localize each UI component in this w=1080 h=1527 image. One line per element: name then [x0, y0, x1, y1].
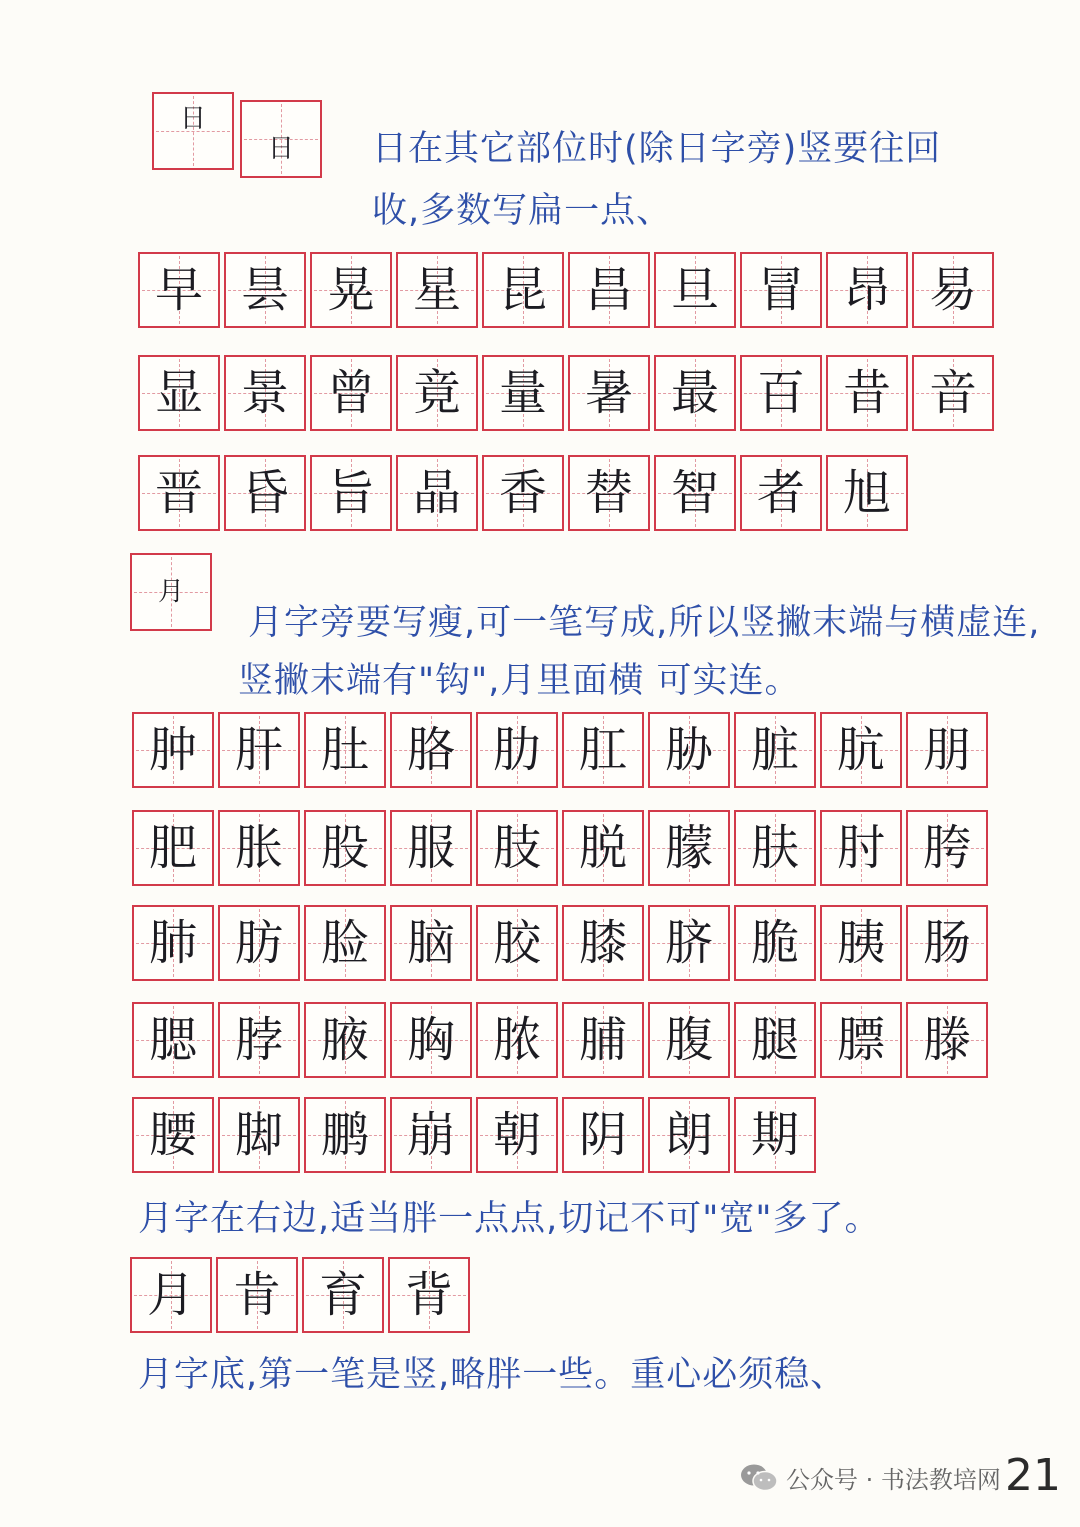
grid-cell [304, 905, 386, 981]
practice-char: 胶 [492, 915, 541, 971]
note-line: 月字在右边,适当胖一点点,切记不可"宽"多了。 [138, 1199, 881, 1239]
practice-char: 股 [320, 820, 369, 876]
practice-char: 育 [318, 1267, 367, 1323]
grid-cell [654, 355, 736, 431]
practice-char: 旨 [326, 465, 375, 521]
grid-cell [218, 1002, 300, 1078]
grid-cell [826, 455, 908, 531]
practice-char: 百 [756, 365, 805, 421]
grid-cell [240, 100, 322, 178]
practice-char: 腰 [148, 1107, 197, 1163]
watermark [740, 1460, 1001, 1495]
practice-char: 肿 [148, 722, 197, 778]
grid-cell [740, 355, 822, 431]
practice-char: 旦 [670, 262, 719, 318]
grid-cell [138, 455, 220, 531]
note-line: 日在其它部位时(除日字旁)竖要往回 [372, 129, 942, 169]
watermark-text: 公众号 · 书法教培网 [786, 1466, 1001, 1494]
practice-char: 朝 [492, 1107, 541, 1163]
practice-char: 脓 [492, 1012, 541, 1068]
grid-cell [906, 810, 988, 886]
char-row [132, 810, 988, 886]
practice-char: 胳 [406, 722, 455, 778]
practice-char: 肮 [836, 722, 885, 778]
grid-cell [648, 905, 730, 981]
practice-char: 胀 [234, 820, 283, 876]
grid-cell [906, 1002, 988, 1078]
note-line: 收,多数写扁一点、 [372, 191, 673, 231]
practice-char: 旭 [842, 465, 891, 521]
practice-char: 景 [240, 365, 289, 421]
grid-cell [654, 252, 736, 328]
grid-cell [216, 1257, 298, 1333]
grid-cell [482, 355, 564, 431]
grid-cell [568, 455, 650, 531]
practice-char: 替 [584, 465, 633, 521]
grid-cell [218, 712, 300, 788]
grid-cell [476, 1002, 558, 1078]
grid-cell [482, 252, 564, 328]
practice-char: 脑 [406, 915, 455, 971]
grid-cell [820, 1002, 902, 1078]
practice-char: 脖 [234, 1012, 283, 1068]
grid-cell [304, 712, 386, 788]
grid-cell [562, 810, 644, 886]
practice-char: 阴 [578, 1107, 627, 1163]
note-line: 月字底,第一笔是竖,略胖一些。重心必须稳、 [138, 1355, 847, 1395]
char-row [138, 455, 908, 531]
practice-char: 鹏 [320, 1107, 369, 1163]
grid-cell [304, 1002, 386, 1078]
grid-cell [224, 252, 306, 328]
practice-char: 晋 [154, 465, 203, 521]
char-row [132, 1002, 988, 1078]
practice-char: 曾 [326, 365, 375, 421]
practice-char: 肠 [922, 915, 971, 971]
practice-char: 胰 [836, 915, 885, 971]
note-line: 竖撇末端有"钩",月里面横 可实连。 [238, 661, 801, 701]
grid-cell [562, 1002, 644, 1078]
char-row [138, 355, 994, 431]
grid-cell [826, 355, 908, 431]
practice-char: 竟 [412, 365, 461, 421]
practice-char: 肺 [148, 915, 197, 971]
grid-cell [304, 1097, 386, 1173]
practice-char: 滕 [922, 1012, 971, 1068]
practice-char: 脯 [578, 1012, 627, 1068]
grid-cell [734, 810, 816, 886]
grid-cell [310, 252, 392, 328]
grid-cell [648, 1097, 730, 1173]
practice-char: 朋 [922, 722, 971, 778]
practice-char: 昌 [584, 262, 633, 318]
grid-cell [130, 1257, 212, 1333]
practice-char: 崩 [406, 1107, 455, 1163]
grid-cell [482, 455, 564, 531]
grid-cell [734, 1002, 816, 1078]
practice-char: 月 [146, 1267, 195, 1323]
practice-char: 服 [406, 820, 455, 876]
practice-char: 脐 [664, 915, 713, 971]
grid-cell [152, 92, 234, 170]
practice-char: 膝 [578, 915, 627, 971]
grid-cell [218, 905, 300, 981]
grid-cell [734, 1097, 816, 1173]
practice-char: 肛 [578, 722, 627, 778]
practice-char: 腋 [320, 1012, 369, 1068]
grid-cell [130, 553, 212, 631]
practice-char: 肘 [836, 820, 885, 876]
header-char: 日 [179, 104, 206, 134]
practice-char: 胯 [922, 820, 971, 876]
grid-cell [826, 252, 908, 328]
practice-char: 肢 [492, 820, 541, 876]
grid-cell [224, 355, 306, 431]
page-number: 21 [1005, 1450, 1061, 1501]
grid-cell [396, 355, 478, 431]
grid-cell [396, 252, 478, 328]
grid-cell [562, 712, 644, 788]
grid-cell [396, 455, 478, 531]
practice-char: 暑 [584, 365, 633, 421]
practice-char: 昏 [240, 465, 289, 521]
practice-char: 期 [750, 1107, 799, 1163]
practice-char: 脏 [750, 722, 799, 778]
practice-char: 肋 [492, 722, 541, 778]
grid-cell [734, 905, 816, 981]
grid-cell [138, 252, 220, 328]
practice-char: 胸 [406, 1012, 455, 1068]
practice-char: 冒 [756, 262, 805, 318]
practice-char: 肚 [320, 722, 369, 778]
header-char: 日 [267, 134, 294, 164]
grid-cell [132, 810, 214, 886]
grid-cell [568, 355, 650, 431]
wechat-icon [740, 1463, 778, 1493]
practice-char: 显 [154, 365, 203, 421]
note-line: 月字旁要写瘦,可一笔写成,所以竖撇末端与横虚连, [248, 603, 1041, 643]
practice-char: 膘 [836, 1012, 885, 1068]
grid-cell [648, 810, 730, 886]
practice-char: 朦 [664, 820, 713, 876]
grid-cell [310, 455, 392, 531]
practice-char: 肪 [234, 915, 283, 971]
practice-char: 易 [928, 262, 977, 318]
grid-cell [906, 905, 988, 981]
practice-char: 腮 [148, 1012, 197, 1068]
grid-cell [388, 1257, 470, 1333]
grid-cell [218, 1097, 300, 1173]
practice-char: 智 [670, 465, 719, 521]
practice-char: 者 [756, 465, 805, 521]
practice-char: 晃 [326, 262, 375, 318]
grid-cell [568, 252, 650, 328]
grid-cell [740, 455, 822, 531]
practice-char: 肯 [232, 1267, 281, 1323]
practice-char: 脱 [578, 820, 627, 876]
grid-cell [132, 712, 214, 788]
grid-cell [820, 905, 902, 981]
char-row [132, 1097, 816, 1173]
grid-cell [390, 712, 472, 788]
char-row [130, 1257, 470, 1333]
grid-cell [218, 810, 300, 886]
practice-char: 昆 [498, 262, 547, 318]
grid-cell [310, 355, 392, 431]
grid-cell [132, 1097, 214, 1173]
practice-char: 朗 [664, 1107, 713, 1163]
practice-char: 香 [498, 465, 547, 521]
practice-char: 腿 [750, 1012, 799, 1068]
grid-cell [304, 810, 386, 886]
grid-cell [654, 455, 736, 531]
practice-char: 腹 [664, 1012, 713, 1068]
practice-char: 早 [154, 262, 203, 318]
practice-char: 脚 [234, 1107, 283, 1163]
grid-cell [224, 455, 306, 531]
practice-char: 量 [498, 365, 547, 421]
grid-cell [390, 1097, 472, 1173]
practice-char: 肥 [148, 820, 197, 876]
char-row [138, 252, 994, 328]
practice-char: 肤 [750, 820, 799, 876]
grid-cell [138, 355, 220, 431]
grid-cell [648, 712, 730, 788]
grid-cell [820, 712, 902, 788]
practice-char: 脸 [320, 915, 369, 971]
practice-char: 星 [412, 262, 461, 318]
practice-char: 昂 [842, 262, 891, 318]
grid-cell [476, 905, 558, 981]
grid-cell [734, 712, 816, 788]
practice-char: 最 [670, 365, 719, 421]
practice-char: 音 [928, 365, 977, 421]
grid-cell [740, 252, 822, 328]
grid-cell [906, 712, 988, 788]
grid-cell [132, 1002, 214, 1078]
grid-cell [302, 1257, 384, 1333]
practice-char: 背 [404, 1267, 453, 1323]
grid-cell [390, 1002, 472, 1078]
grid-cell [476, 810, 558, 886]
practice-char: 脆 [750, 915, 799, 971]
grid-cell [562, 905, 644, 981]
practice-char: 晶 [412, 465, 461, 521]
header-chars-yue [130, 553, 212, 631]
grid-cell [390, 905, 472, 981]
char-row [132, 712, 988, 788]
practice-char: 肝 [234, 722, 283, 778]
grid-cell [820, 810, 902, 886]
char-row [132, 905, 988, 981]
header-chars-ri [152, 92, 322, 178]
grid-cell [390, 810, 472, 886]
grid-cell [648, 1002, 730, 1078]
grid-cell [476, 1097, 558, 1173]
practice-char: 昔 [842, 365, 891, 421]
header-char: 月 [157, 577, 184, 607]
grid-cell [132, 905, 214, 981]
grid-cell [912, 355, 994, 431]
grid-cell [912, 252, 994, 328]
practice-char: 昙 [240, 262, 289, 318]
practice-char: 胁 [664, 722, 713, 778]
grid-cell [562, 1097, 644, 1173]
grid-cell [476, 712, 558, 788]
